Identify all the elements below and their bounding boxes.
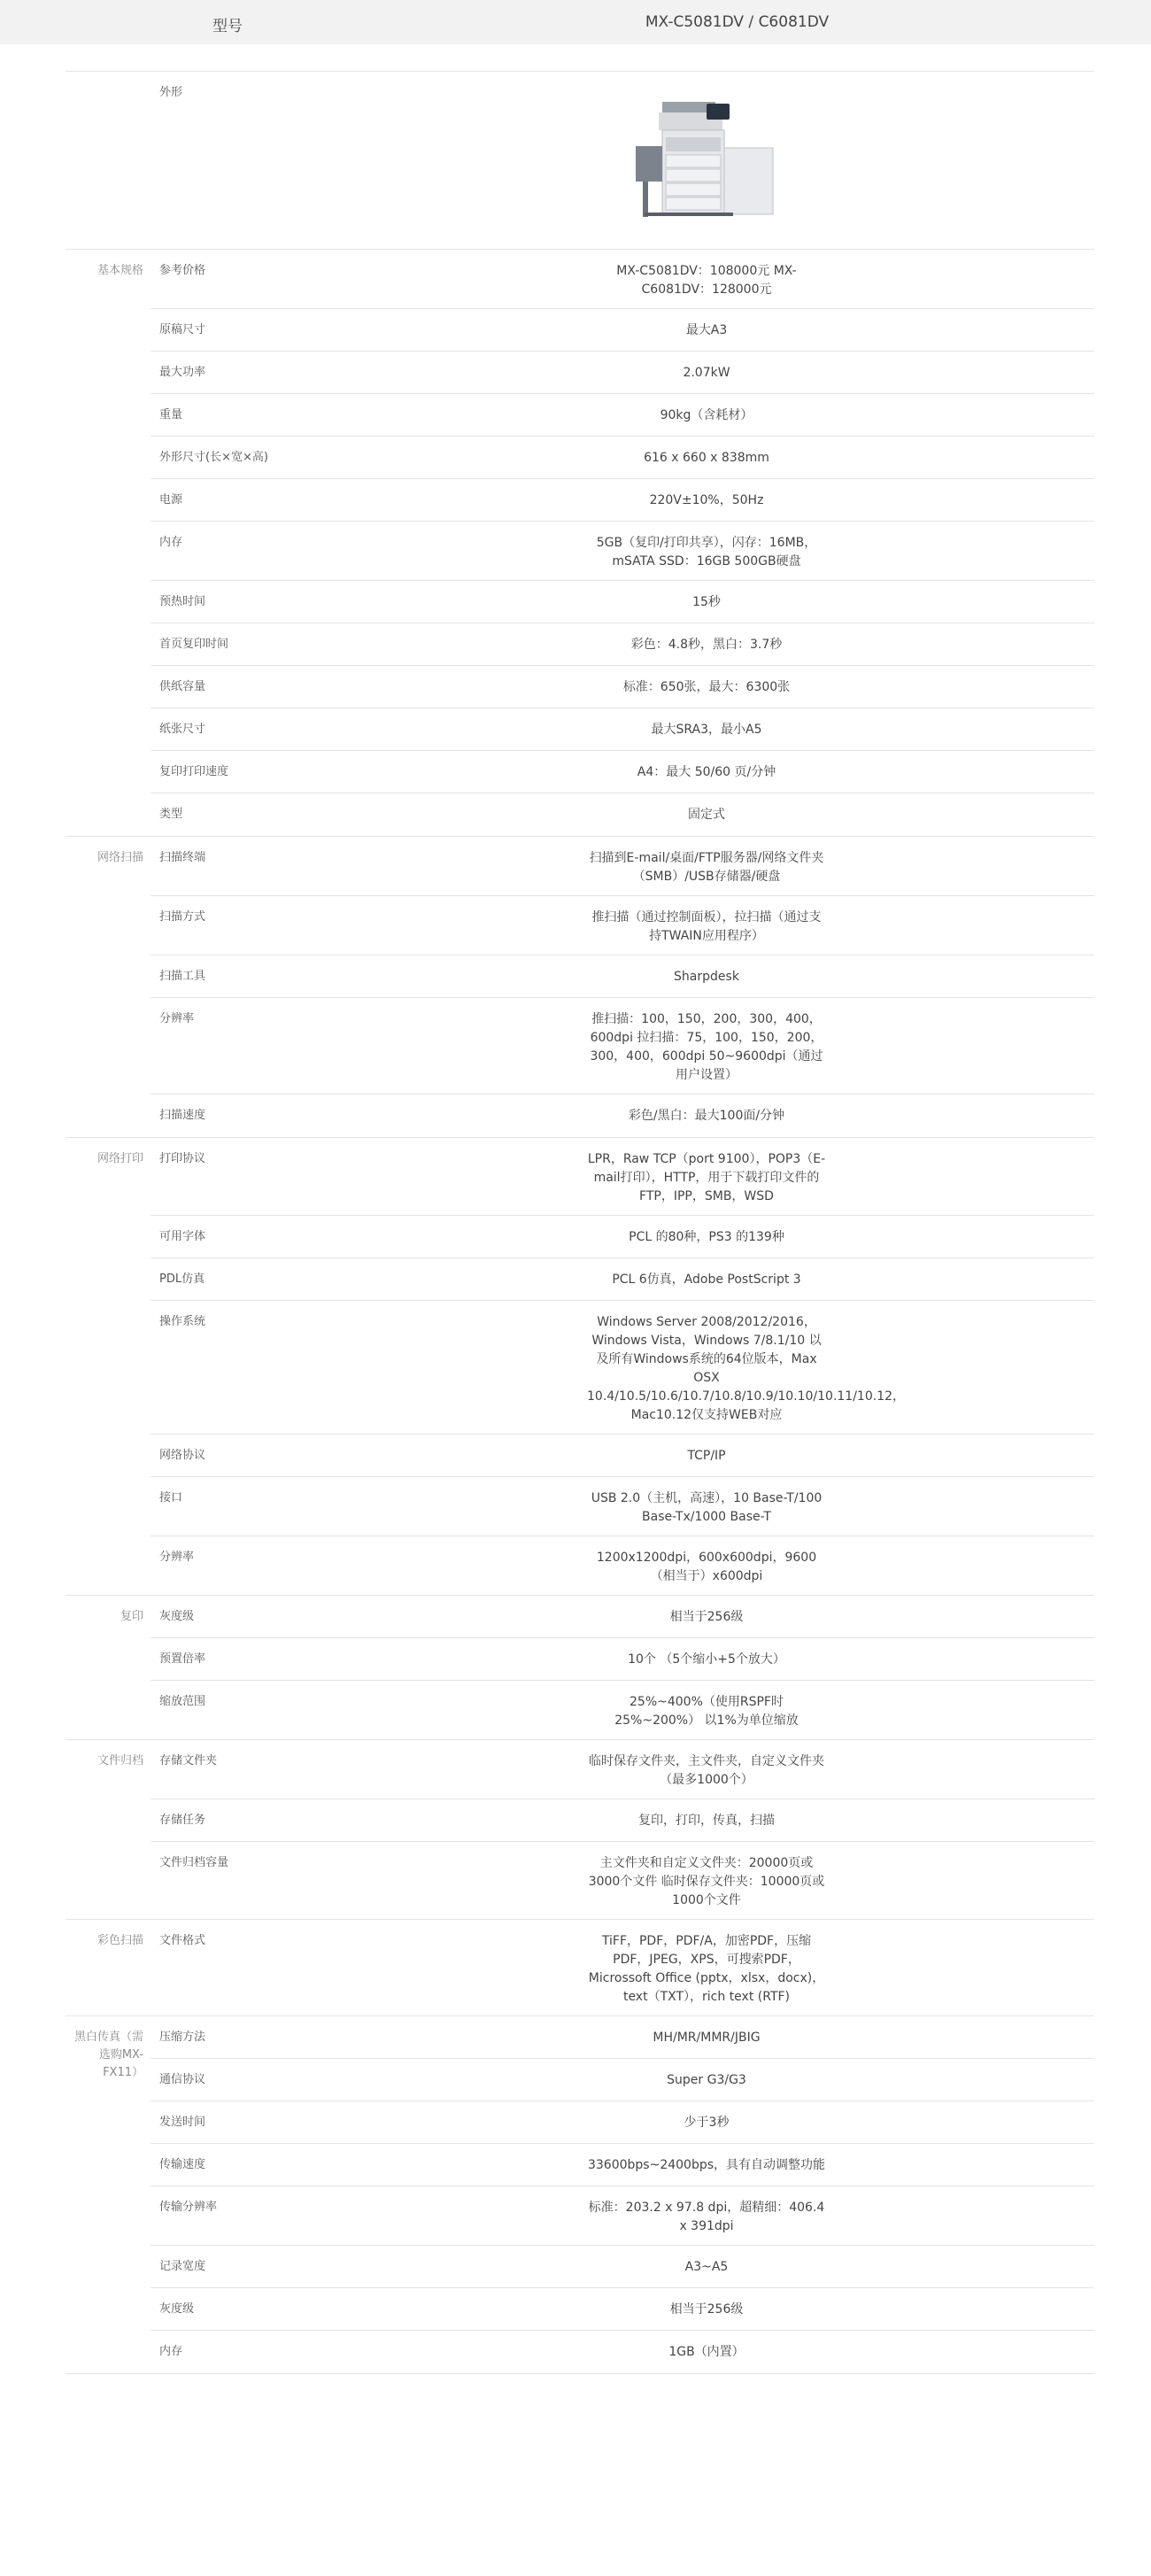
spec-key: 灰度级 bbox=[159, 2302, 195, 2316]
spec-value: 1GB（内置） bbox=[668, 2345, 745, 2359]
spec-row bbox=[151, 998, 1094, 1095]
spec-key: 预置倍率 bbox=[159, 1652, 206, 1666]
spec-row bbox=[151, 1920, 1094, 2015]
spec-row bbox=[151, 708, 1094, 751]
spec-row bbox=[151, 581, 1094, 623]
spec-value: TiFF，PDF，PDF/A，加密PDF，压缩PDF，JPEG，XPS，可搜索PDF，Microssoft Office (pptx，xlsx，docx)，text（TXT），rich text (RTF) bbox=[588, 1934, 825, 2004]
spec-key: 灰度级 bbox=[159, 1610, 195, 1623]
category-label: 文件归档 bbox=[97, 1754, 143, 1768]
spec-value: 90kg（含耗材） bbox=[660, 408, 753, 422]
spec-row bbox=[151, 2016, 1094, 2059]
spec-section bbox=[66, 2016, 1094, 2374]
spec-row bbox=[151, 437, 1094, 479]
spec-row bbox=[151, 751, 1094, 793]
spec-row bbox=[151, 1435, 1094, 1477]
spec-key: PDL仿真 bbox=[159, 1273, 205, 1286]
model-label: 型号 bbox=[212, 18, 243, 35]
spec-row bbox=[151, 2331, 1094, 2373]
spec-key: 外形尺寸(长×宽×高) bbox=[159, 451, 268, 464]
spec-value: 25%~400%（使用RSPF时25%~200%） 以1%为单位缩放 bbox=[614, 1695, 799, 1728]
spec-row bbox=[151, 1258, 1094, 1301]
model-header bbox=[0, 0, 1151, 44]
spec-section bbox=[66, 1596, 1094, 1740]
spec-value: 标准：650张，最大：6300张 bbox=[622, 680, 791, 694]
spec-key: 发送时间 bbox=[159, 2116, 206, 2129]
spec-key: 文件归档容量 bbox=[159, 1856, 229, 1869]
spec-value: 主文件夹和自定义文件夹：20000页或3000个文件 临时保存文件夹：10000页或1000个文件 bbox=[588, 1856, 825, 1907]
spec-value: 少于3秒 bbox=[684, 2116, 730, 2130]
spec-row bbox=[151, 2144, 1094, 2186]
spec-value: MH/MR/MMR/JBIG bbox=[653, 2031, 761, 2045]
spec-value: LPR，Raw TCP（port 9100），POP3（E-mail打印），HTTP，用于下载打印文件的FTP，IPP，SMB，WSD bbox=[587, 1152, 826, 1203]
spec-value: 复印，打印，传真，扫描 bbox=[638, 1814, 775, 1828]
spec-key: 外形 bbox=[159, 86, 183, 99]
spec-value: Sharpdesk bbox=[674, 970, 739, 984]
category-label: 复印 bbox=[120, 1610, 143, 1623]
spec-value: PCL 6仿真，Adobe PostScript 3 bbox=[612, 1273, 801, 1287]
spec-value: Super G3/G3 bbox=[667, 2073, 746, 2087]
spec-row bbox=[151, 2059, 1094, 2101]
spec-section bbox=[66, 1920, 1094, 2016]
spec-key: 预热时间 bbox=[159, 595, 206, 608]
spec-value: 220V±10%，50Hz bbox=[649, 493, 764, 507]
spec-key: 可用字体 bbox=[159, 1230, 206, 1243]
category-label: 网络打印 bbox=[97, 1152, 143, 1165]
spec-value: Windows Server 2008/2012/2016，Windows Vista，Windows 7/8.1/10 以及所有Windows系统的64位版本，Max OSX 10.4/10.5/10.6/10.7/10.8/10.9/10.10/10.11/10.12，Mac10.12仅支持WEB对应 bbox=[587, 1315, 906, 1422]
spec-value: 相当于256级 bbox=[669, 1610, 744, 1624]
spec-row bbox=[151, 2101, 1094, 2144]
spec-value: PCL 的80种，PS3 的139种 bbox=[629, 1230, 784, 1244]
spec-row bbox=[151, 1799, 1094, 1842]
category-label: 网络扫描 bbox=[97, 851, 143, 864]
spec-value: 临时保存文件夹，主文件夹，自定义文件夹（最多1000个） bbox=[589, 1754, 824, 1787]
spec-value: 33600bps~2400bps，具有自动调整功能 bbox=[587, 2158, 826, 2172]
spec-row bbox=[151, 1138, 1094, 1216]
spec-key: 供纸容量 bbox=[159, 680, 206, 693]
spec-key: 压缩方法 bbox=[159, 2031, 206, 2044]
spec-value: USB 2.0（主机，高速），10 Base-T/100 Base-Tx/1000 Base-T bbox=[591, 1491, 823, 1524]
spec-key: 缩放范围 bbox=[159, 1695, 206, 1708]
spec-value: 15秒 bbox=[692, 595, 721, 609]
category-label bbox=[66, 72, 151, 249]
spec-value: 10个 （5个缩小+5个放大） bbox=[628, 1652, 785, 1667]
spec-row bbox=[151, 394, 1094, 437]
category-label: 黑白传真（需选购MX-FX11） bbox=[73, 2031, 143, 2079]
spec-value: TCP/IP bbox=[687, 1449, 726, 1463]
spec-key: 电源 bbox=[159, 493, 183, 507]
spec-row bbox=[151, 2186, 1094, 2246]
spec-key: 操作系统 bbox=[159, 1315, 206, 1328]
spec-key: 存储任务 bbox=[159, 1814, 206, 1827]
spec-key: 记录宽度 bbox=[159, 2260, 206, 2273]
spec-key: 网络协议 bbox=[159, 1449, 206, 1462]
spec-row bbox=[151, 309, 1094, 352]
spec-key: 复印打印速度 bbox=[159, 765, 229, 778]
category-label: 彩色扫描 bbox=[97, 1934, 143, 1947]
spec-key: 传输分辨率 bbox=[159, 2201, 218, 2214]
spec-value: 推扫描（通过控制面板），拉扫描（通过支持TWAIN应用程序） bbox=[591, 910, 822, 943]
spec-row bbox=[151, 1095, 1094, 1137]
spec-value: 616 x 660 x 838mm bbox=[644, 451, 769, 465]
spec-row bbox=[151, 1842, 1094, 1919]
appearance-row bbox=[151, 72, 1094, 249]
spec-section bbox=[66, 837, 1094, 1138]
spec-key: 最大功率 bbox=[159, 366, 206, 379]
spec-key: 文件格式 bbox=[159, 1934, 206, 1947]
spec-row bbox=[151, 666, 1094, 708]
spec-value: 5GB（复印/打印共享），闪存：16MB，mSATA SSD：16GB 500GB硬盘 bbox=[596, 536, 817, 569]
spec-key: 存储文件夹 bbox=[159, 1754, 218, 1768]
spec-value: 最大A3 bbox=[685, 323, 728, 337]
spec-row bbox=[151, 2288, 1094, 2331]
spec-key: 扫描终端 bbox=[159, 851, 206, 864]
spec-value: 1200x1200dpi，600x600dpi，9600（相当于）x600dpi bbox=[596, 1551, 817, 1583]
spec-row bbox=[151, 896, 1094, 955]
spec-row bbox=[151, 1301, 1094, 1435]
spec-section bbox=[66, 1740, 1094, 1920]
spec-row bbox=[151, 623, 1094, 666]
spec-row bbox=[151, 1740, 1094, 1799]
spec-row bbox=[151, 837, 1094, 896]
spec-key: 类型 bbox=[159, 808, 183, 821]
spec-value: 标准：203.2 x 97.8 dpi，超精细：406.4 x 391dpi bbox=[588, 2201, 825, 2233]
spec-section bbox=[66, 1138, 1094, 1596]
spec-value: A3~A5 bbox=[684, 2260, 729, 2274]
model-name: MX-C5081DV / C6081DV bbox=[645, 13, 830, 31]
spec-key: 参考价格 bbox=[159, 264, 206, 277]
spec-row bbox=[151, 1477, 1094, 1536]
spec-row bbox=[151, 1638, 1094, 1681]
spec-key: 分辨率 bbox=[159, 1551, 195, 1564]
spec-value: 彩色：4.8秒，黑白：3.7秒 bbox=[630, 638, 783, 652]
spec-value: 2.07kW bbox=[683, 366, 730, 380]
spec-key: 首页复印时间 bbox=[159, 638, 229, 651]
spec-key: 扫描工具 bbox=[159, 970, 206, 983]
spec-row bbox=[151, 479, 1094, 522]
spec-key: 重量 bbox=[159, 408, 183, 422]
spec-row bbox=[151, 1596, 1094, 1638]
spec-value: A4：最大 50/60 页/分钟 bbox=[637, 765, 776, 779]
spec-row bbox=[151, 2246, 1094, 2288]
spec-row bbox=[151, 522, 1094, 581]
spec-key: 纸张尺寸 bbox=[159, 723, 206, 736]
spec-key: 打印协议 bbox=[159, 1152, 206, 1165]
spec-value: 推扫描：100，150，200，300，400，600dpi 拉扫描：75，100，150，200，300，400，600dpi 50~9600dpi（通过用户设置） bbox=[590, 1012, 823, 1082]
spec-row bbox=[151, 793, 1094, 836]
spec-row bbox=[151, 955, 1094, 998]
spec-row bbox=[151, 250, 1094, 309]
spec-key: 内存 bbox=[159, 2345, 183, 2358]
spec-value: MX-C5081DV：108000元 MX-C6081DV：128000元 bbox=[616, 264, 797, 297]
spec-row bbox=[151, 1681, 1094, 1739]
spec-key: 扫描方式 bbox=[159, 910, 206, 924]
printer-image bbox=[627, 93, 786, 226]
spec-value: 彩色/黑白：最大100面/分钟 bbox=[628, 1109, 785, 1123]
spec-value: 固定式 bbox=[688, 808, 725, 822]
spec-section bbox=[66, 250, 1094, 837]
spec-row bbox=[151, 1536, 1094, 1595]
spec-value: 最大SRA3，最小A5 bbox=[651, 723, 762, 737]
spec-row bbox=[151, 1216, 1094, 1258]
spec-key: 接口 bbox=[159, 1491, 183, 1505]
spec-key: 扫描速度 bbox=[159, 1109, 206, 1122]
spec-key: 内存 bbox=[159, 536, 183, 549]
spec-row bbox=[151, 352, 1094, 394]
spec-table bbox=[66, 71, 1094, 2374]
spec-value: 相当于256级 bbox=[669, 2302, 744, 2317]
spec-key: 分辨率 bbox=[159, 1012, 195, 1025]
appearance-section bbox=[66, 72, 1094, 250]
spec-key: 通信协议 bbox=[159, 2073, 206, 2086]
category-label: 基本规格 bbox=[97, 264, 143, 277]
spec-value: 扫描到E-mail/桌面/FTP服务器/网络文件夹（SMB）/USB存储器/硬盘 bbox=[589, 851, 824, 884]
spec-key: 传输速度 bbox=[159, 2158, 206, 2171]
spec-key: 原稿尺寸 bbox=[159, 323, 206, 337]
